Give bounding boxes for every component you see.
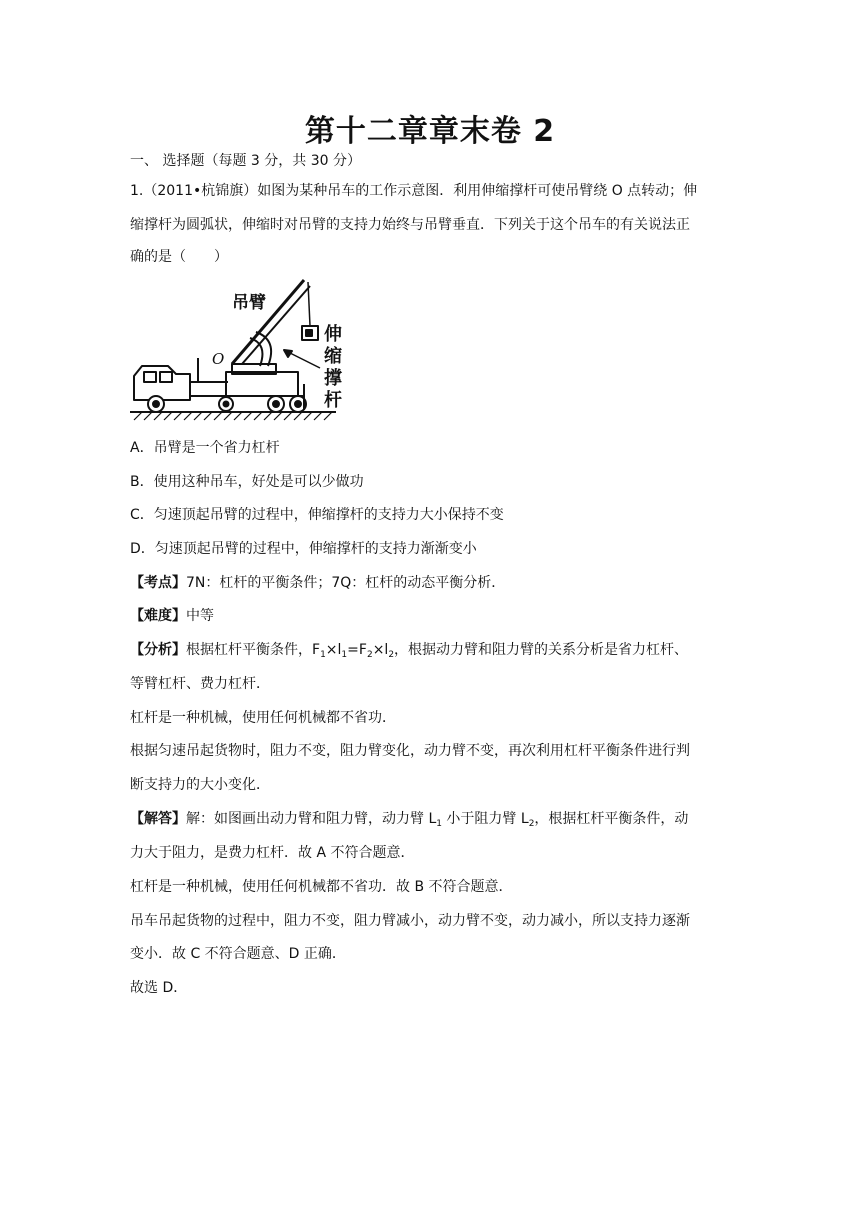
crane-figure — [128, 272, 358, 424]
subscript: 2 — [366, 650, 373, 660]
cab-window — [144, 372, 156, 382]
option-c: C．匀速顶起吊臂的过程中，伸缩撑杆的支持力大小保持不变 — [130, 507, 504, 523]
option-b: B．使用这种吊车，好处是可以少做功 — [130, 474, 364, 490]
label-strut-3: 撑 — [324, 368, 342, 389]
fenxi-line-2: 等臂杠杆、费力杠杆． — [130, 676, 270, 692]
subscript: 1 — [341, 650, 348, 660]
option-a: A．吊臂是一个省力杠杆 — [130, 440, 280, 456]
jieda-line-5: 变小．故 C 不符合题意、D 正确． — [130, 946, 346, 962]
fenxi-text: 根据杠杆平衡条件，F — [186, 642, 321, 658]
fenxi-text: ×l — [325, 642, 342, 658]
jieda-text: ，根据杠杆平衡条件，动 — [534, 811, 689, 827]
nandu-line — [130, 606, 740, 626]
fenxi-text: ，根据动力臂和阻力臂的关系分析是省力杠杆、 — [394, 642, 689, 658]
label-strut-4: 杆 — [324, 390, 342, 411]
jieda-tag: 【解答】 — [130, 811, 186, 827]
nandu-text: 中等 — [186, 608, 214, 624]
jieda-line-6: 故选 D． — [130, 980, 188, 996]
fenxi-text: ×l — [372, 642, 389, 658]
section-heading: 一、 选择题（每题 3 分，共 30 分） — [130, 153, 361, 169]
crane-illustration — [128, 272, 358, 424]
fenxi-text: =F — [347, 642, 367, 658]
fenxi-line-1 — [130, 640, 740, 660]
subscript: 2 — [528, 819, 535, 829]
ground-hatch — [134, 412, 332, 420]
page-title: 第十二章章末卷 2 — [304, 114, 556, 149]
arrow-head — [284, 350, 292, 357]
jieda-line-1 — [130, 809, 740, 829]
strut-pointer-arrow — [288, 352, 320, 368]
jieda-line-4: 吊车吊起货物的过程中，阻力不变，阻力臂减小，动力臂不变，动力减小，所以支持力逐渐 — [130, 913, 690, 929]
question-number-source: 1.（2011•杭锦旗） — [130, 183, 258, 199]
telescopic-strut-2 — [256, 332, 271, 366]
label-strut-1: 伸 — [324, 324, 342, 345]
subscript: 1 — [320, 650, 326, 660]
label-arm: 吊臂 — [232, 293, 266, 313]
option-d: D．匀速顶起吊臂的过程中，伸缩撑杆的支持力渐渐变小 — [130, 541, 477, 557]
jieda-text: 解：如图画出动力臂和阻力臂，动力臂 L — [186, 811, 437, 827]
subscript: 1 — [436, 819, 442, 829]
hoist-cable — [308, 282, 310, 326]
jieda-line-2: 力大于阻力，是费力杠杆．故 A 不符合题意． — [130, 845, 415, 861]
cargo-mark — [306, 330, 312, 336]
question-stem-line-3: 确的是（ ） — [130, 249, 228, 265]
kaodian-text: 7N：杠杆的平衡条件；7Q：杠杆的动态平衡分析． — [186, 575, 506, 591]
label-strut-2: 缩 — [324, 346, 342, 367]
fenxi-line-3: 杠杆是一种机械，使用任何机械都不省功． — [130, 710, 396, 726]
question-stem-line-1 — [130, 181, 740, 201]
label-pivot-o: O — [212, 350, 225, 368]
fenxi-line-5: 断支持力的大小变化． — [130, 777, 270, 793]
crane-platform — [226, 372, 298, 396]
fenxi-tag: 【分析】 — [130, 642, 186, 658]
jieda-line-3: 杠杆是一种机械，使用任何机械都不省功．故 B 不符合题意． — [130, 879, 513, 895]
question-stem-line-2: 缩撑杆为圆弧状，伸缩时对吊臂的支持力始终与吊臂垂直．下列关于这个吊车的有关说法正 — [130, 217, 690, 233]
kaodian-tag: 【考点】 — [130, 575, 186, 591]
jieda-text: 小于阻力臂 L — [441, 811, 529, 827]
cab-window-2 — [160, 372, 172, 382]
fenxi-line-4: 根据匀速吊起货物时，阻力不变，阻力臂变化，动力臂不变，再次利用杠杆平衡条件进行判 — [130, 743, 690, 759]
kaodian-line — [130, 573, 740, 593]
subscript: 2 — [388, 650, 395, 660]
question-stem-text: 如图为某种吊车的工作示意图．利用伸缩撑杆可使吊臂绕 O 点转动；伸 — [257, 183, 698, 199]
nandu-tag: 【难度】 — [130, 608, 186, 624]
